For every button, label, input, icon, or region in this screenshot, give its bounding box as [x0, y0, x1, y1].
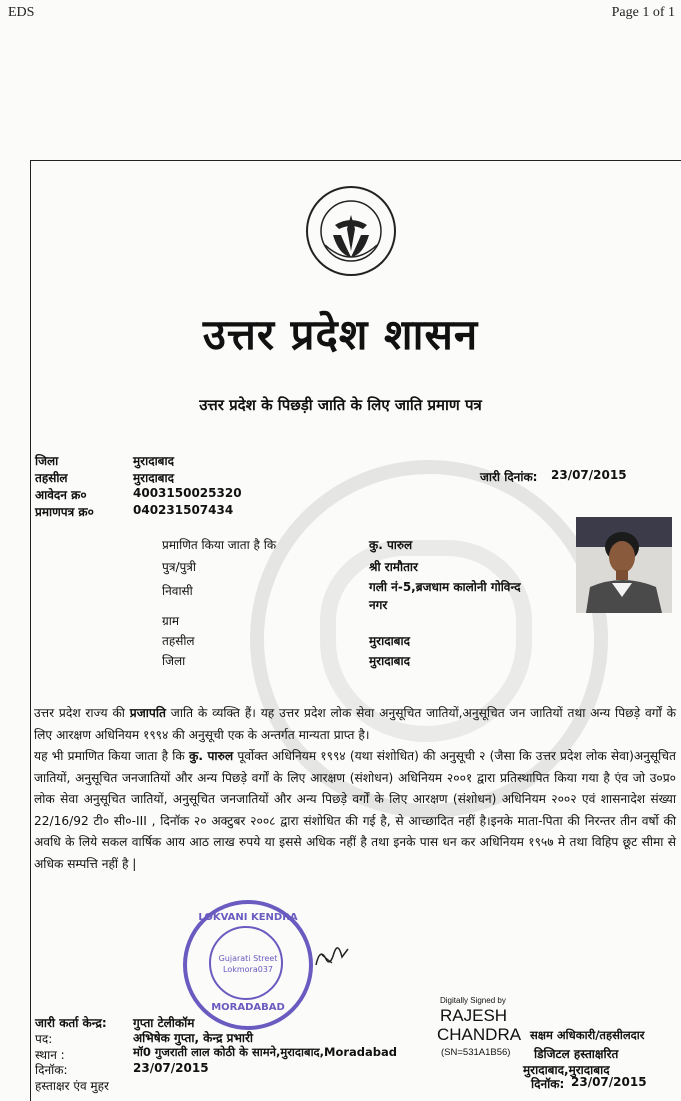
- body-person-name: कु. पारुल: [188, 749, 234, 763]
- stamp-inner-ring: [209, 926, 283, 1000]
- application-number-value: 4003150025320: [133, 486, 242, 500]
- detail-tehsil-label: तहसील: [162, 634, 195, 648]
- applicant-photo: [576, 517, 672, 613]
- stamp-ring-bottom: MORADABAD: [211, 1002, 285, 1013]
- certificate-subtitle: उत्तर प्रदेश के पिछड़ी जाति के लिए जाति प्रमाण पत्र: [199, 396, 482, 414]
- officer-digital-signed: डिजिटल हस्ताक्षरित: [534, 1047, 619, 1061]
- stamp-ring-top: LOKVANI KENDRA: [198, 912, 298, 923]
- footer-date-label: दिनॉक:: [35, 1063, 68, 1077]
- up-emblem-logo: [305, 185, 397, 277]
- post-label: पद:: [35, 1032, 53, 1046]
- issue-date-value: 23/07/2015: [551, 468, 627, 482]
- certified-label: प्रमाणित किया जाता है कि: [162, 538, 277, 552]
- detail-district-label: जिला: [162, 654, 186, 668]
- tehsil-label: तहसील: [35, 471, 68, 485]
- digital-signature-caption: Digitally Signed by: [440, 996, 506, 1005]
- tehsil-value: मुरादाबाद: [133, 471, 175, 485]
- signer-first-name: RAJESH: [440, 1006, 508, 1025]
- relation-label: पुत्र/पुत्री: [162, 560, 197, 574]
- certified-name: कु. पारुल: [369, 538, 413, 552]
- government-title: उत्तर प्रदेश शासन: [202, 310, 479, 359]
- issue-date-label: जारी दिनांक:: [480, 470, 538, 484]
- certificate-number-value: 040231507434: [133, 503, 234, 517]
- resident-value-line2: नगर: [369, 598, 388, 612]
- resident-label: निवासी: [162, 584, 193, 598]
- stamp-center-line1: Gujarati Street: [218, 954, 278, 963]
- footer-date-value: 23/07/2015: [133, 1061, 209, 1075]
- officer-designation: सक्षम अधिकारी/तहसीलदार: [530, 1028, 645, 1042]
- issuer-label: जारी कर्ता केन्द्र:: [35, 1016, 107, 1030]
- detail-district-value: मुरादाबाद: [369, 654, 411, 668]
- detail-tehsil-value: मुरादाबाद: [369, 634, 411, 648]
- page-header-left: EDS: [8, 5, 35, 20]
- post-value: अभिषेक गुप्ता, केन्द्र प्रभारी: [133, 1031, 254, 1045]
- officer-date-label: दिनॉक:: [531, 1077, 565, 1091]
- district-label: जिला: [35, 454, 59, 468]
- body-p1-end: जाति के व्यक्ति हैं। यह उत्तर प्रदेश लोक सेवा अनुसूचित जातियों,अनुसूचित जन जातियों तथा अन्य पिछड़े वर्गों के लिए आरक्षण अधिनियम १९९४ की अनुसूची एक के अन्तर्गत मान्यता प्राप्त है।: [34, 706, 676, 742]
- officer-date-value: 23/07/2015: [571, 1075, 647, 1089]
- officer-location: मुरादाबाद,मुरादाबाद: [523, 1063, 610, 1077]
- resident-value-line1: गली नं-5,ब्रजधाम कालोनी गोविन्द: [369, 580, 521, 594]
- issuer-value: गुप्ता टेलीकॉम: [133, 1016, 195, 1030]
- district-value: मुरादाबाद: [133, 454, 175, 468]
- application-number-label: आवेदन क्र०: [35, 488, 87, 502]
- caste-name: प्रजापति: [129, 706, 166, 720]
- certificate-number-label: प्रमाणपत्र क्र०: [35, 505, 94, 519]
- stamp-center-line2: Lokmora037: [223, 965, 273, 974]
- body-p2-start: यह भी प्रमाणित किया जाता है कि: [34, 749, 189, 763]
- body-p1-start: उत्तर प्रदेश राज्य की: [34, 706, 130, 720]
- handwritten-signature: [312, 935, 352, 971]
- relation-value: श्री रामौतार: [369, 560, 418, 574]
- certificate-body: [34, 703, 676, 875]
- lokvani-kendra-stamp: [183, 900, 313, 1030]
- place-label: स्थान :: [35, 1048, 65, 1062]
- village-label: ग्राम: [162, 614, 180, 628]
- body-p2-end: पूर्वोक्त अधिनियम १९९४ (यथा संशोधित) की अनुसूची २ (जैसा कि उत्तर प्रदेश लोक सेवा)अनुसूचित जातियों, अनुसूचित जनजातियों और अन्य पिछड़े वर्गों के लिए आरक्षण (संशोधन) अधिनियम २००१ द्वारा प्रतिस्थापित किया गया है एंव जो उ०प्र० लोक सेवा अनुसूचित जातियों, अनुसूचित जनजातियों और अन्य पिछड़े वर्गों के लिए आरक्षण (संशोधन) अधिनियम २००२ एवं शासनादेश संख्या 22/16/92 टी० सी०-III , दिनॉक २० अक्टुबर २००८ द्वारा संशोधित की गई है, से आच्छादित नहीं है।इनके माता-पिता की निरन्तर तीन वर्षो की अवधि के लिये सकल वार्षिक आय आठ लाख रुपये या इससे अधिक नहीं है तथा इनके पास धन कर अधिनियम १९५७ मे तथा विहिप छूट सीमा से अधिक सम्पत्ति नहीं है |: [34, 749, 676, 871]
- signature-seal-label: हस्ताक्षर एंव मुहर: [35, 1079, 109, 1093]
- signature-serial: (SN=531A1B56): [441, 1047, 511, 1058]
- signer-last-name: CHANDRA: [437, 1025, 522, 1044]
- page-header-right: Page 1 of 1: [611, 5, 675, 20]
- place-value: मॉ0 गुजराती लाल कोठी के सामने,मुरादाबाद,Moradabad: [133, 1045, 398, 1059]
